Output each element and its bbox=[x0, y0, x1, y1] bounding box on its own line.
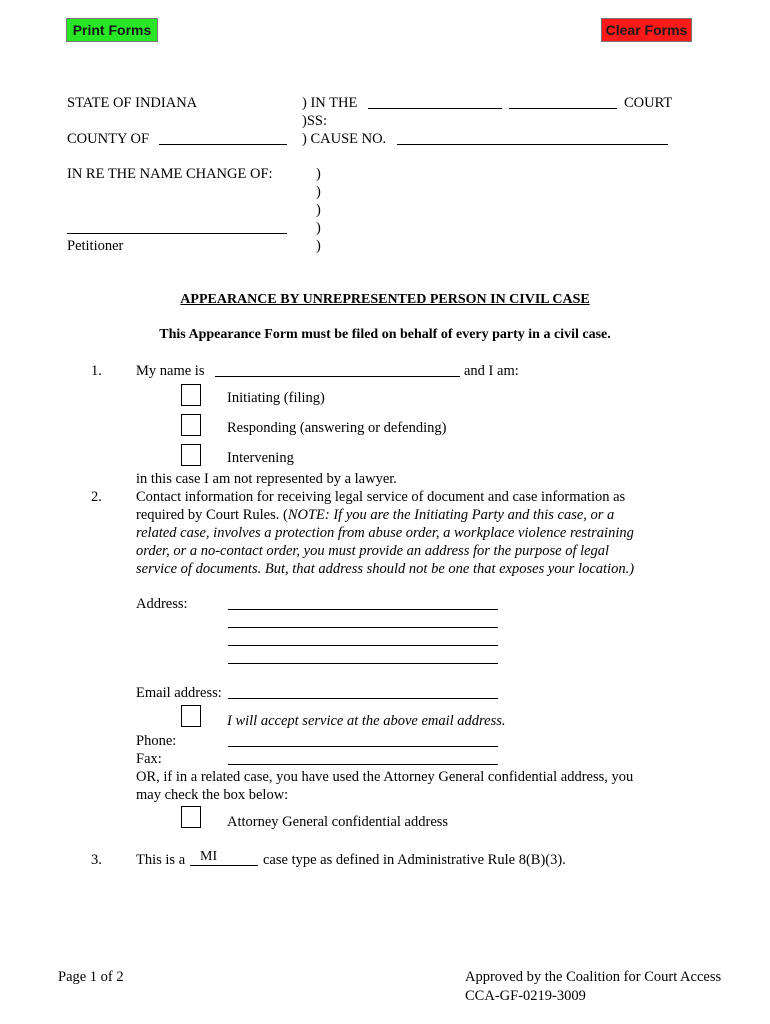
ag-confidential-checkbox[interactable] bbox=[181, 806, 201, 828]
email-field[interactable] bbox=[228, 684, 498, 699]
caption-paren: ) bbox=[316, 238, 321, 254]
print-forms-button[interactable]: Print Forms bbox=[66, 18, 158, 42]
fax-label: Fax: bbox=[136, 751, 162, 767]
case-type-prefix: This is a bbox=[136, 852, 186, 868]
in-re-label: IN RE THE NAME CHANGE OF: bbox=[67, 166, 273, 182]
case-type-line bbox=[190, 865, 258, 866]
caption-paren: ) bbox=[316, 202, 321, 218]
name-prefix: My name is bbox=[136, 363, 205, 379]
initiating-checkbox[interactable] bbox=[181, 384, 201, 406]
not-represented-text: in this case I am not represented by a lawyer. bbox=[136, 471, 397, 487]
court-name-field-1[interactable] bbox=[368, 94, 502, 109]
accept-email-checkbox[interactable] bbox=[181, 705, 201, 727]
cause-no-label: ) CAUSE NO. bbox=[302, 131, 387, 147]
form-subtitle: This Appearance Form must be filed on behalf of every party in a civil case. bbox=[159, 327, 611, 342]
note-line-1: NOTE: If you are the Initiating Party and this case, or a bbox=[287, 507, 615, 523]
county-field[interactable] bbox=[159, 130, 287, 145]
caption-paren: ) bbox=[316, 184, 321, 200]
contact-info-text-a: Contact information for receiving legal service of document and case information as bbox=[136, 489, 626, 505]
responding-label: Responding (answering or defending) bbox=[227, 420, 447, 436]
address-field-3[interactable] bbox=[228, 631, 498, 646]
petitioner-label: Petitioner bbox=[67, 238, 124, 254]
fax-field[interactable] bbox=[228, 750, 498, 765]
caption-paren: ) bbox=[316, 166, 321, 182]
phone-field[interactable] bbox=[228, 732, 498, 747]
email-label: Email address: bbox=[136, 685, 222, 701]
caption-paren: ) bbox=[316, 220, 321, 236]
in-the-label: ) IN THE bbox=[302, 95, 358, 111]
address-label: Address: bbox=[136, 596, 188, 612]
petitioner-name-field[interactable] bbox=[67, 219, 287, 234]
item-1-number: 1. bbox=[91, 363, 102, 379]
form-title bbox=[0, 293, 770, 307]
clear-forms-button[interactable]: Clear Forms bbox=[601, 18, 692, 42]
note-line-2: related case, involves a protection from abuse order, a workplace violence restraining bbox=[136, 525, 634, 541]
case-type-suffix: case type as defined in Administrative Rule 8(B)(3). bbox=[263, 852, 566, 868]
accept-email-label: I will accept service at the above email address. bbox=[227, 713, 506, 729]
or-text-2: may check the box below: bbox=[136, 787, 289, 803]
note-line-4: service of documents. But, that address should not be one that exposes your location.) bbox=[136, 561, 635, 577]
court-name-field-2[interactable] bbox=[509, 94, 617, 109]
name-suffix: and I am: bbox=[464, 363, 519, 379]
responding-checkbox[interactable] bbox=[181, 414, 201, 436]
my-name-field[interactable] bbox=[215, 362, 460, 377]
phone-label: Phone: bbox=[136, 733, 177, 749]
item-3-number: 3. bbox=[91, 852, 102, 868]
ag-confidential-label: Attorney General confidential address bbox=[227, 814, 449, 830]
note-line-3: order, or a no-contact order, you must provide an address for the purpose of legal bbox=[136, 543, 610, 559]
contact-info-text-b-start: required by Court Rules. ( bbox=[136, 507, 288, 523]
address-field-1[interactable] bbox=[228, 595, 498, 610]
ss-label: )SS: bbox=[302, 113, 327, 129]
approved-by: Approved by the Coalition for Court Access bbox=[465, 969, 722, 985]
address-field-4[interactable] bbox=[228, 649, 498, 664]
contact-info-text-b bbox=[136, 508, 614, 523]
or-text-1: OR, if in a related case, you have used the Attorney General confidential address, you bbox=[136, 769, 634, 785]
court-label: COURT bbox=[624, 95, 673, 111]
county-label: COUNTY OF bbox=[67, 131, 150, 147]
form-title-text: APPEARANCE BY UNREPRESENTED PERSON IN CIVIL CASE bbox=[180, 292, 590, 307]
intervening-checkbox[interactable] bbox=[181, 444, 201, 466]
state-label: STATE OF INDIANA bbox=[67, 95, 198, 111]
initiating-label: Initiating (filing) bbox=[227, 390, 325, 406]
form-code: CCA-GF-0219-3009 bbox=[465, 988, 586, 1004]
case-type-field[interactable]: MI bbox=[200, 849, 218, 864]
address-field-2[interactable] bbox=[228, 613, 498, 628]
page-number: Page 1 of 2 bbox=[58, 969, 124, 985]
intervening-label: Intervening bbox=[227, 450, 294, 466]
item-2-number: 2. bbox=[91, 489, 102, 505]
cause-no-field[interactable] bbox=[397, 130, 668, 145]
